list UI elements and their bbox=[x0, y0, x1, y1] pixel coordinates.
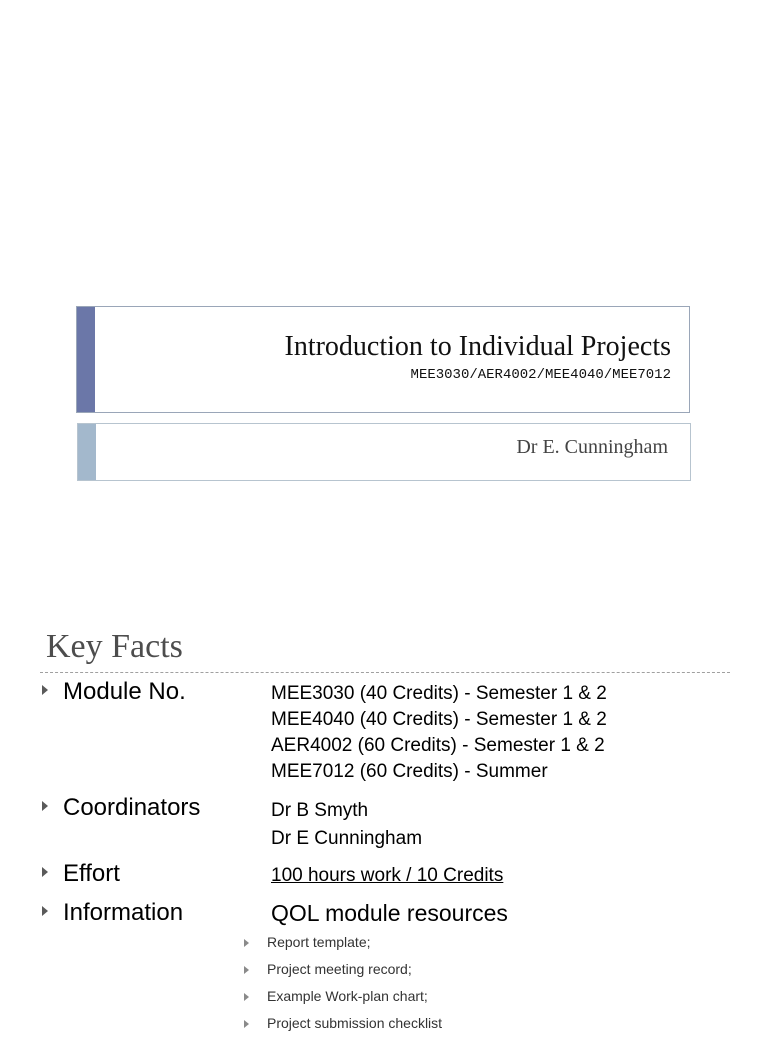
bullet-arrow-icon bbox=[244, 966, 249, 974]
bullet-arrow-icon bbox=[244, 939, 249, 947]
author-accent-bar bbox=[78, 424, 96, 480]
coordinator-name: Dr B Smyth bbox=[271, 800, 369, 821]
coordinator-name: Dr E Cunningham bbox=[271, 828, 423, 849]
title-box bbox=[76, 306, 690, 413]
module-line: AER4002 (60 Credits) - Semester 1 & 2 bbox=[271, 735, 605, 756]
fact-values bbox=[271, 797, 422, 853]
bullet-arrow-icon bbox=[42, 906, 48, 916]
fact-label: Module No. bbox=[63, 678, 186, 705]
title-accent-bar bbox=[77, 307, 95, 412]
bullet-arrow-icon bbox=[244, 1020, 249, 1028]
author-box bbox=[77, 423, 691, 481]
bullet-arrow-icon bbox=[42, 867, 48, 877]
module-line: MEE4040 (40 Credits) - Semester 1 & 2 bbox=[271, 709, 607, 730]
fact-label: Coordinators bbox=[63, 794, 201, 821]
key-facts-slide: Key Facts Module No. MEE3030 (40 Credits) - Semester 1 & 2 MEE4040 (40 Credits) - Semester 1 & 2 AER4002 (60 Credits) - Semester 1 & 2 MEE7012 (60 Credits) - Summer Coordinators Dr B Smyth Dr E Cunningham Effort 100 hours work / 10 Credits Information QOL module resources Report template; Project meeting record; Example Work-plan chart; Project submission checklist bbox=[0, 615, 768, 1024]
author-name: Dr E. Cunningham bbox=[516, 436, 668, 458]
effort-link[interactable]: 100 hours work / 10 Credits bbox=[271, 865, 504, 886]
fact-values bbox=[271, 898, 508, 928]
module-line: MEE7012 (60 Credits) - Summer bbox=[271, 761, 548, 782]
key-facts-heading: Key Facts bbox=[46, 628, 183, 665]
fact-label: Effort bbox=[63, 860, 120, 887]
heading-divider bbox=[40, 672, 730, 673]
fact-values bbox=[271, 681, 607, 785]
fact-label: Information bbox=[63, 899, 184, 926]
module-codes: MEE3030/AER4002/MEE4040/MEE7012 bbox=[410, 367, 671, 383]
qol-resources-heading: QOL module resources bbox=[271, 900, 508, 926]
fact-values bbox=[271, 863, 503, 889]
bullet-arrow-icon bbox=[42, 801, 48, 811]
bullet-arrow-icon bbox=[244, 993, 249, 1001]
bullet-arrow-icon bbox=[42, 685, 48, 695]
module-line: MEE3030 (40 Credits) - Semester 1 & 2 bbox=[271, 683, 607, 704]
slide-title: Introduction to Individual Projects bbox=[284, 331, 671, 362]
